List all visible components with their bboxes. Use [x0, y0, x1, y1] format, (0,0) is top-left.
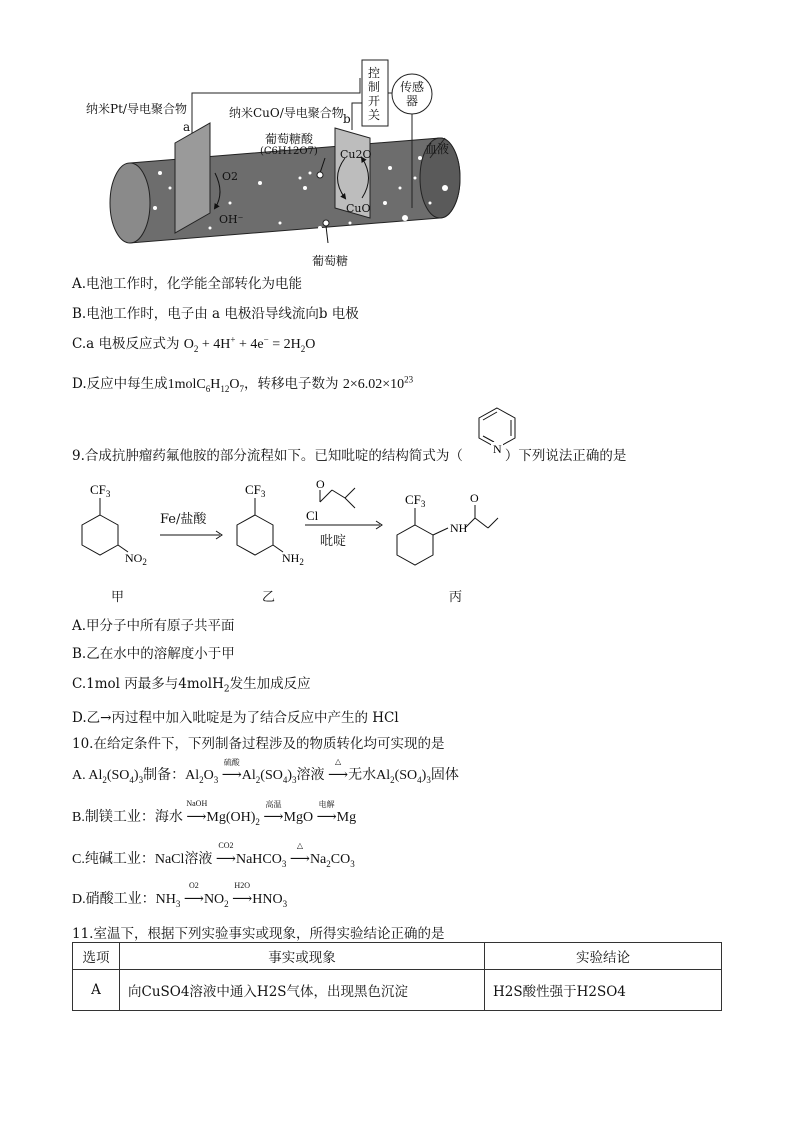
q8-option-d: D.反应中每生成$1molC_6H_{12}O_7$，转移电子数为 $2\times 6.02\times 10^{23}$ — [72, 374, 414, 394]
row-conclusion: H2S酸性强于H2SO4 — [485, 970, 722, 1011]
q11-stem: 11.室温下，根据下列实验事实或现象，所得实验结论正确的是 — [72, 926, 445, 942]
o2-label: O2 — [222, 170, 239, 183]
svg-text:NH: NH — [450, 521, 468, 535]
svg-text:CF3: $CF_3$ — [405, 492, 426, 509]
q9-option-b: B.乙在水中的溶解度小于甲 — [72, 646, 235, 662]
oh-label: OH⁻ — [219, 213, 244, 226]
q10-option-d: D.硝酸工业：$NH_3$ ⟶ O2 $NO_2$ ⟶ H2O $HNO_3$ — [72, 881, 288, 909]
q8-option-b: B.电池工作时，电子由 a 电极沿导线流向b 电极 — [72, 306, 359, 322]
svg-text:NH2: $NH_2$ — [282, 551, 304, 567]
reagent-pyridine: 吡啶 — [320, 534, 347, 549]
reagent-fe-hcl: Fe/盐酸 — [160, 512, 207, 527]
q9-option-c: C.1mol 丙最多与4molH$_2$发生加成反应 — [72, 676, 311, 695]
row-fact: 向CuSO4溶液中通入H2S气体，出现黑色沉淀 — [120, 970, 485, 1011]
svg-text:CF3: $CF_3$ — [245, 482, 266, 499]
cathode-b-label: b — [343, 112, 351, 126]
q10-option-c: C.纯碱工业：NaCl溶液 ⟶ CO2 NaHCO$_3$ ⟶ △ $Na_2CO_3$ — [72, 841, 355, 869]
q8-option-c: C.a 电极反应式为 $O_2 + 4H^+ + 4e^- = 2H_2O$ — [72, 334, 316, 354]
svg-text:Cl: Cl — [306, 508, 319, 523]
q10-stem: 10.在给定条件下，下列制备过程涉及的物质转化均可实现的是 — [72, 736, 445, 752]
q10-option-a: A. $Al_2(SO_4)_3$制备：$Al_2O_3$ ⟶ 硫酸 $Al_2(SO_4)_3$溶液 ⟶ △ 无水$Al_2(SO_4)_3$固体 — [72, 757, 459, 785]
table-row — [73, 970, 722, 1011]
compound-yi: 乙 — [262, 590, 276, 605]
row-option: A — [73, 970, 120, 1011]
header-conclusion: 实验结论 — [485, 943, 722, 970]
anode-label: 纳米Pt/导电聚合物 — [86, 102, 187, 116]
cuo-label: CuO — [346, 202, 371, 215]
q9-stem: 9.合成抗肿瘤药氟他胺的部分流程如下。已知吡啶的结构简式为（ ）下列说法正确的是 — [72, 448, 627, 464]
svg-text:O: O — [316, 480, 325, 491]
cathode-label: 纳米CuO/导电聚合物 — [229, 106, 344, 120]
switch-label: 控 制 开 关 — [368, 66, 381, 122]
svg-text:N: N — [493, 442, 502, 456]
compound-jia: 甲 — [111, 590, 125, 605]
q9-option-a: A.甲分子中所有原子共平面 — [72, 618, 235, 634]
compound-bing: 丙 — [449, 590, 463, 605]
cu2o-label: Cu2O — [340, 148, 372, 161]
gluconic-formula: (C6H12O7) — [260, 146, 318, 157]
header-option: 选项 — [73, 943, 120, 970]
q8-option-a: A.电池工作时，化学能全部转化为电能 — [72, 276, 303, 292]
gluconic-label: 葡萄糖酸 — [265, 132, 314, 146]
header-fact: 事实或现象 — [120, 943, 485, 970]
svg-text:NO2: $NO_2$ — [125, 551, 147, 567]
svg-text:O: O — [470, 491, 479, 505]
sensor-label: 传感 器 — [400, 80, 425, 108]
q10-option-b: B.制镁工业：海水 ⟶ NaOH $Mg(OH)_2$ ⟶ 高温 MgO ⟶ 电解 Mg — [72, 799, 357, 827]
blood-label: 血液 — [425, 142, 450, 156]
pyridine-structure — [474, 404, 520, 456]
q11-table — [72, 942, 722, 1011]
svg-text:CF3: $CF_3$ — [90, 482, 111, 499]
q9-option-d: D.乙→丙过程中加入吡啶是为了结合反应中产生的 HCl — [72, 710, 399, 726]
glucose-label: 葡萄糖 — [312, 254, 349, 268]
anode-a-label: a — [183, 120, 191, 134]
